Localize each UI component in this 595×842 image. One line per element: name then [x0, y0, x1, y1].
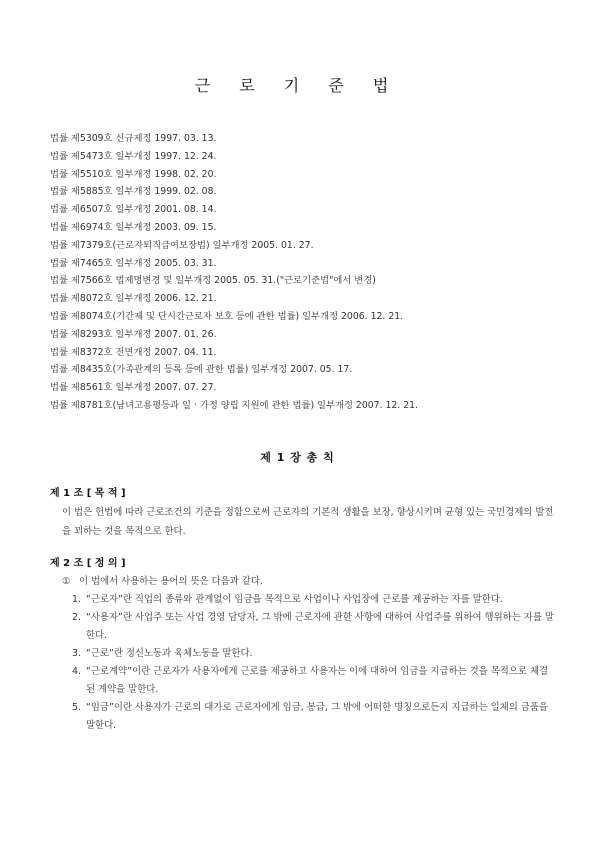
article-heading: 제 1 조 [ 목 적 ]: [50, 488, 126, 499]
history-item: 법률 제8435호(가족관계의 등록 등에 관한 법률) 일부개정 2007. 05. 17.: [50, 364, 353, 376]
item-text: “근로계약”이란 근로자가 사용자에게 근로를 제공하고 사용자는 이에 대하여 임금을 지급하는 것을 목적으로 체결된 계약을 말한다.: [86, 666, 549, 695]
list-item: [50, 591, 555, 609]
item-text: “근로자”란 직업의 종류와 관계없이 임금을 목적으로 사업이나 사업장에 근로를 제공하는 자를 말한다.: [86, 594, 503, 605]
history-item: 법률 제7465호 일부개정 2005. 03. 31.: [50, 257, 217, 269]
history-item: 법률 제6974호 일부개정 2003. 09. 15.: [50, 221, 217, 233]
history-item: 법률 제8372호 전면개정 2007. 04. 11.: [50, 346, 217, 358]
article-1: [50, 487, 555, 541]
article-body: 이 법은 헌법에 따라 근로조건의 기준을 정함으로써 근로자의 기본적 생활을 보장, 향상시키며 균형 있는 국민경제의 발전을 꾀하는 것을 목적으로 한다.: [62, 507, 554, 537]
history-item: 법률 제5309호 신규제정 1997. 03. 13.: [50, 133, 217, 144]
item-text: “근로”란 정신노동과 육체노동을 말한다.: [86, 648, 253, 659]
item-text: “임금”이란 사용자가 근로의 대가로 근로자에게 임금, 봉급, 그 밖에 어떠한 명칭으로든지 지급하는 일체의 금품을 말한다.: [86, 702, 548, 731]
history-item: 법률 제8293호 일부개정 2007. 01. 26.: [50, 328, 217, 340]
chapter-title: 제 1 장 총 칙: [260, 451, 335, 464]
list-item: [50, 663, 555, 699]
item-number: 5.: [72, 702, 81, 713]
item-text: “사용자”란 사업주 또는 사업 경영 담당자, 그 밖에 근로자에 관한 사항에 대하여 사업주를 위하여 행위하는 자를 말한다.: [86, 612, 554, 641]
item-number: 3.: [72, 648, 81, 659]
article-heading: 제 2 조 [ 정 의 ]: [50, 558, 126, 569]
definition-list: [50, 591, 555, 735]
paragraph-number: ①: [62, 576, 71, 587]
history-item: 법률 제8781호(남녀고용평등과 일 · 가정 양립 지원에 관한 법률) 일부개정 2007. 12. 21.: [50, 399, 418, 411]
paragraph: [50, 573, 555, 591]
amendment-history: [50, 130, 570, 415]
list-item: [50, 609, 555, 645]
item-number: 4.: [72, 666, 81, 677]
item-number: 1.: [72, 594, 81, 605]
history-item: 법률 제8074호(기간제 및 단시간근로자 보호 등에 관한 법률) 일부개정 2006. 12. 21.: [50, 310, 404, 322]
document-title: 근 로 기 준 법: [194, 76, 401, 95]
paragraph-text: 이 법에서 사용하는 용어의 뜻은 다음과 같다.: [78, 576, 263, 587]
list-item: [50, 699, 555, 735]
list-item: [50, 645, 555, 663]
history-item: 법률 제8561호 일부개정 2007. 07. 27.: [50, 382, 217, 394]
history-item: 법률 제6507호 일부개정 2001. 08. 14.: [50, 204, 217, 216]
history-item: 법률 제8072호 일부개정 2006. 12. 21.: [50, 293, 217, 305]
history-item: 법률 제5885호 일부개정 1999. 02. 08.: [50, 186, 217, 198]
item-number: 2.: [72, 612, 81, 623]
article-2: [50, 557, 555, 735]
history-item: 법률 제5510호 일부개정 1998. 02. 20.: [50, 168, 217, 180]
history-item: 법률 제7379호(근로자퇴직급여보장법) 일부개정 2005. 01. 27.: [50, 239, 314, 251]
history-item: 법률 제7566호 법제명변경 및 일부개정 2005. 05. 31.("근로기준법"에서 변경): [50, 275, 376, 287]
history-item: 법률 제5473호 일부개정 1997. 12. 24.: [50, 150, 217, 162]
